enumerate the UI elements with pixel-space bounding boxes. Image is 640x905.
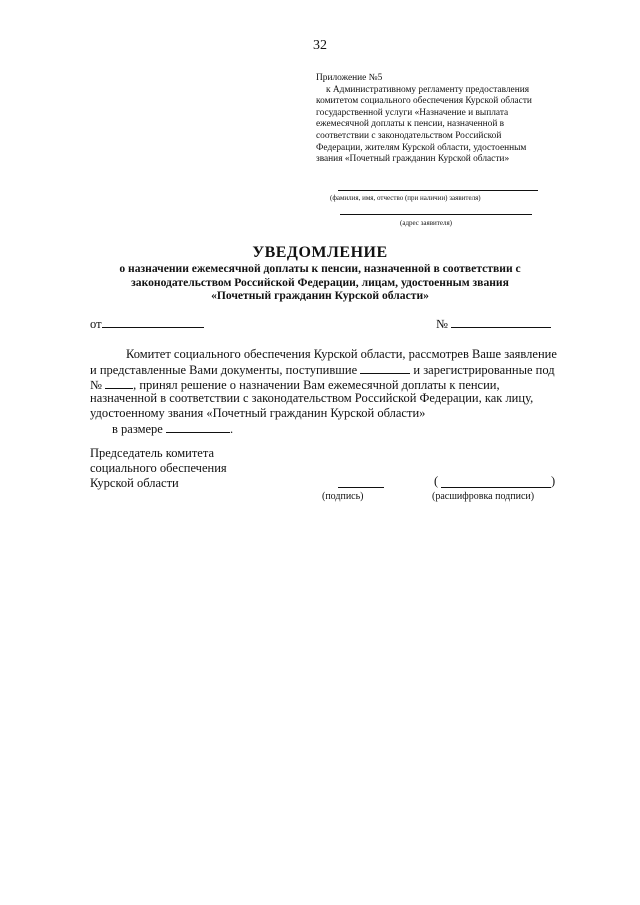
- received-date-blank: [360, 362, 410, 374]
- applicant-address-caption: (адрес заявителя): [400, 219, 452, 227]
- appendix-line: соответствии с законодательством Российской: [316, 130, 502, 141]
- applicant-address-line: [340, 214, 532, 215]
- appendix-line: звания «Почетный гражданин Курской области»: [316, 154, 510, 165]
- registration-number-blank: [105, 377, 133, 389]
- number-label: №: [436, 317, 448, 331]
- document-title: УВЕДОМЛЕНИЕ: [252, 244, 388, 261]
- number-field: [436, 316, 551, 332]
- chairman-line: социального обеспечения: [90, 461, 227, 476]
- body-line: [90, 362, 555, 377]
- appendix-line: Федерации, жителям Курской области, удостоенным: [316, 142, 527, 153]
- signature-caption: (подпись): [322, 491, 364, 502]
- body-line: [90, 377, 550, 392]
- body-line: Комитет социального обеспечения Курской области, рассмотрев Ваше заявление: [126, 347, 557, 361]
- subtitle-line: «Почетный гражданин Курской области»: [211, 289, 429, 303]
- body-text-part: , принял решение о назначении Вам ежемесячной доплаты к пенсии,: [133, 377, 500, 392]
- subtitle-line: о назначении ежемесячной доплаты к пенсии, назначенной в соответствии с: [119, 262, 521, 275]
- date-field: [90, 316, 204, 332]
- appendix-line: ежемесячной доплаты к пенсии, назначенной в: [316, 119, 505, 130]
- number-blank: [451, 316, 551, 328]
- body-text-part: №: [90, 377, 102, 392]
- appendix-line: комитетом социального обеспечения Курской области: [316, 96, 532, 107]
- date-label: от: [90, 317, 102, 331]
- body-text-part: и представленные Вами документы, поступившие: [90, 362, 358, 377]
- body-text-part: и зарегистрированные под: [413, 362, 555, 377]
- notification-body: [90, 347, 557, 436]
- appendix-line: к Административному регламенту предоставления: [326, 84, 530, 95]
- paren-open: (: [434, 474, 439, 488]
- appendix-header: [316, 73, 581, 166]
- body-line: [90, 421, 550, 436]
- body-line: назначенной в соответствии с законодательством Российской Федерации, как лицу,: [90, 391, 534, 406]
- subtitle-line: законодательством Российской Федерации, лицам, удостоенным звания: [131, 275, 509, 289]
- chairman-line: Курской области: [90, 476, 179, 491]
- applicant-name-line: [338, 190, 538, 191]
- document-subtitle: [80, 262, 560, 303]
- paren-close: ): [551, 474, 556, 488]
- signature-line: [338, 487, 384, 488]
- amount-blank: [166, 421, 230, 433]
- page-number: 32: [313, 38, 327, 53]
- chairman-line: Председатель комитета: [90, 446, 214, 460]
- body-text-part: .: [229, 421, 234, 436]
- body-text-part: в размере: [112, 421, 163, 436]
- applicant-name-caption: (фамилия, имя, отчество (при наличии) заявителя): [330, 194, 481, 202]
- decoding-caption: (расшифровка подписи): [432, 491, 535, 502]
- decoding-line: [441, 487, 551, 488]
- date-blank: [102, 316, 204, 328]
- body-line: удостоенному звания «Почетный гражданин Курской области»: [90, 406, 426, 421]
- appendix-line: Приложение №5: [316, 73, 383, 83]
- chairman-block: [90, 446, 227, 492]
- appendix-line: государственной услуги «Назначение и выплата: [316, 107, 509, 118]
